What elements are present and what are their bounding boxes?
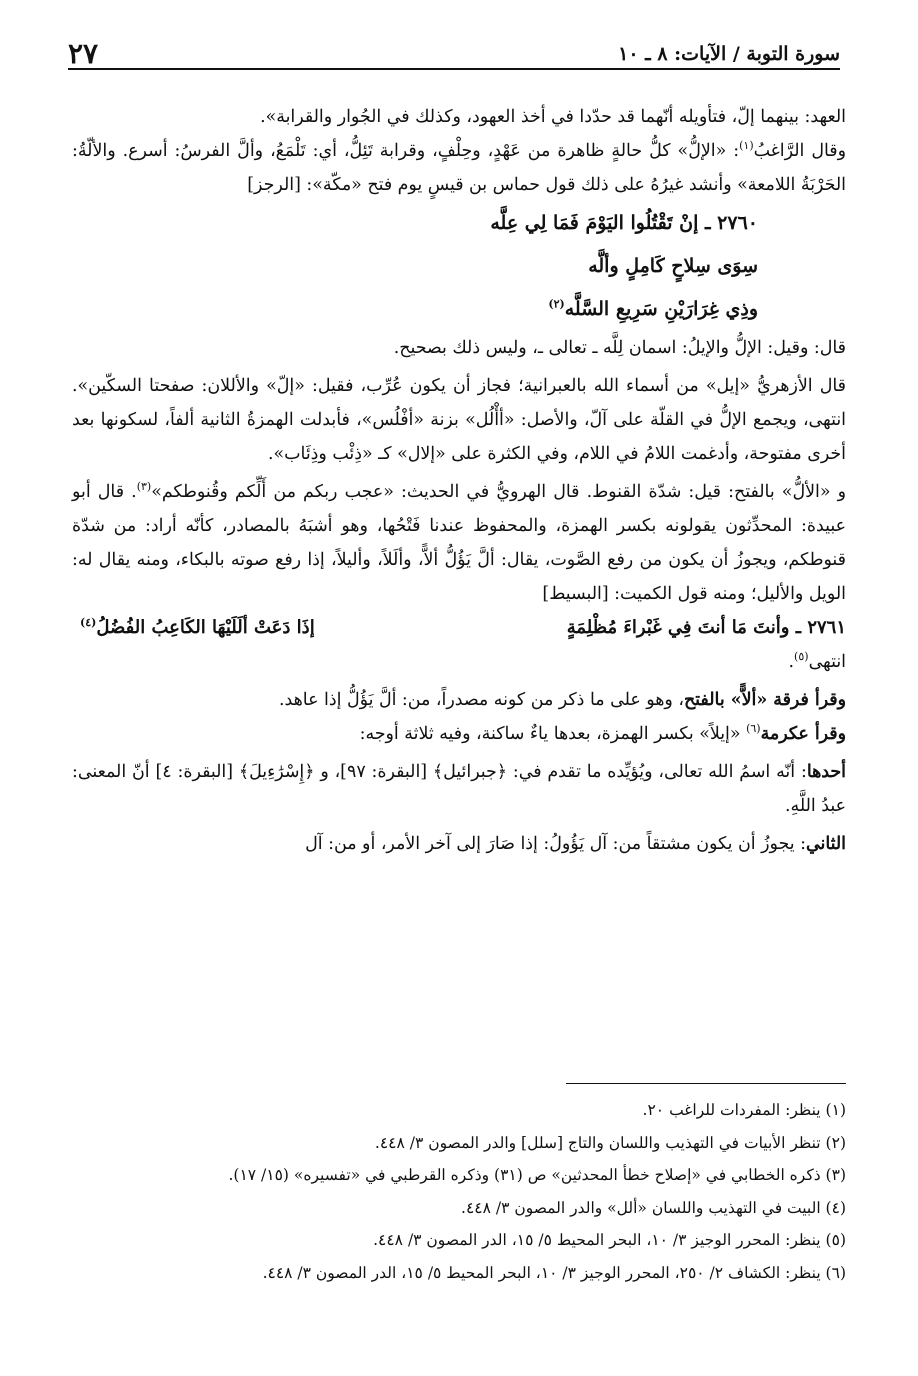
footnote: (٤) البيت في التهذيب واللسان «ألل» والدر المصون ٣/ ٤٤٨. [461,1198,846,1217]
verse-line: سِوَى سِلاحٍ كَامِلٍ وألَّه [588,255,758,277]
verse-line: وذِي غِرَارَيْنِ سَرِيعِ السَّلَّه$^{(٢)}$ [548,297,758,320]
point-label: أحدها [806,762,847,782]
footnote-ref: (٣) [136,480,152,494]
footnote: (٣) ذكره الخطابي في «إصلاح خطأ المحدثين» ص (٣١) وذكره القرطبي في «تفسيره» (١٥/ ١٧). [228,1166,846,1184]
point-label: الثاني [805,834,846,854]
page-header [68,28,840,70]
footnotes [72,1094,846,1289]
verse-hemistich-1: ٢٧٦١ ـ وأنتَ مَا أنتَ فِي غَبْراءَ مُظْلِمَةٍ [566,617,846,638]
footnote-ref: (٢) [548,297,565,311]
verse-number: ٢٧٦١ ـ [795,617,846,638]
footnote-ref: (٥) [794,650,809,664]
paragraph: قال: وقيل: الإلُّ والإيلُ: اسمان لِلَّه ـ تعالى ـ، وليس ذلك بصحيح. [393,338,846,358]
footnote: (٥) ينظر: المحرر الوجيز ٣/ ١٠، البحر المحيط ٥/ ١٥، الدر المصون ٣/ ٤٤٨. [373,1231,846,1249]
paragraph: وقرأ فرقة «ألاًّ» بالفتح، وهو على ما ذكر من كونه مصدراً، من: ألَّ يَؤُلُّ إذا عاهد. [278,690,846,710]
footnote: (٢) تنظر الأبيات في التهذيب واللسان والتاج [سلل] والدر المصون ٣/ ٤٤٨. [374,1133,846,1152]
verse-2761 [72,611,846,645]
footnote: (١) ينظر: المفردات للراغب ٢٠. [642,1101,846,1119]
paragraph: أحدها: أنّه اسمُ الله تعالى، ويُؤيِّده ما تقدم في: ﴿جبرائيل﴾ [البقرة: ٩٧]، و ﴿إِسْرَٰءِيلَ﴾ [البقرة: ٤] أنّ المعنى: عبدُ اللَّهِ. [72,762,847,816]
footnote-ref: (٦) [746,722,761,736]
verse-number: ٢٧٦٠ ـ [704,212,758,234]
footnote-ref: (١) [739,139,754,153]
footnote-divider [566,1083,846,1084]
paragraph: العهد: بينهما إلّ، فتأويله أنّهما قد حدّدا في أخذ العهود، وكذلك في الجُوار والقرابة». [260,107,846,127]
verse-2760 [72,202,846,331]
main-text [72,100,846,861]
paragraph: و «الألُّ» بالفتح: قيل: شدّة القنوط. قال الهرويُّ في الحديث: «عجب ربكم من أَلِّكم وقُنوطكم»$^{(٣)}$. قال أبو عبيدة: المحدِّثون يقولونه بكسر الهمزة، والمحفوظ عندنا فَتْحُها، وهو أشبَهُ بالمصادر، كأنّه أراد: من شدّة قنوطكم، ويجوزُ أن يكون من رفع الصَّوت، يقال: ألَّ يَؤُلُّ ألاًّ، وألَلاً، وأليلاً، إذا رفع صوته بالبكاء، ومنه يقال له: الويل والأليل؛ ومنه قول الكميت: [البسيط] [72,480,846,604]
paragraph: وقال الرَّاغبُ$^{(١)}$: «الإلُّ» كلُّ حالةٍ ظاهرة من عَهْدٍ، وحِلْفٍ، وقرابة تَئِلُّ، أي: تَلْمَعُ، وألَّ الفرسُ: أسرع. والألّةُ: الحَرْبَةُ اللامعة» وأنشد غيرُهُ على ذلك قول حماس بن قيسٍ يوم فتح «مكّة»: [الرجز] [72,139,846,195]
verse-line: ٢٧٦٠ ـ إنْ تَقْتُلُوا اليَوْمَ فَمَا لِي عِلَّه [490,212,758,234]
reading-label: وقرأ فرقة «ألاًّ» بالفتح [683,690,846,710]
running-title: سورة التوبة / الآيات: ٨ ـ ١٠ [618,43,840,65]
paragraph: وقرأ عكرمة$^{(٦)}$ «إيلاً» بكسر الهمزة، بعدها ياءٌ ساكنة، وفيه ثلاثة أوجه: [359,722,846,744]
paragraph: انتهى$^{(٥)}$. [788,650,846,672]
paragraph: قال الأزهريُّ «إيل» من أسماء الله بالعبرانية؛ فجاز أن يكون عُرِّب، فقيل: «إلّ» والأللان: صفحتا السكّين». انتهى، ويجمع الإلُّ في القلّة على آلّ، والأصل: «أأْلُل» بزنة «أفْلُس»، فأبدلت الهمزةُ الثانية ألفاً، لسكونها بعد أخرى مفتوحة، وأدغمت اللامُ في اللام، وفي الكثرة على «إلال» كـ «ذِئْب وذِئَاب». [72,376,846,464]
verse-hemistich-2: إذَا دَعَتْ ألَلَيْهَا الكَاعِبُ الفُضُلُ$^{(٤)}$ [80,616,315,638]
footnote-ref: (٤) [80,616,97,629]
reading-label: وقرأ عكرمة [760,724,846,744]
paragraph: الثاني: يجوزُ أن يكون مشتقاً من: آل يَؤُولُ: إذا صَارَ إلى آخر الأمر، أو من: آل [305,834,846,854]
page-number: ٢٧ [68,37,99,70]
footnote: (٦) ينظر: الكشاف ٢/ ٢٥٠، المحرر الوجيز ٣/ ١٠، البحر المحيط ٥/ ١٥، الدر المصون ٣/ ٤٤٨. [262,1263,846,1282]
